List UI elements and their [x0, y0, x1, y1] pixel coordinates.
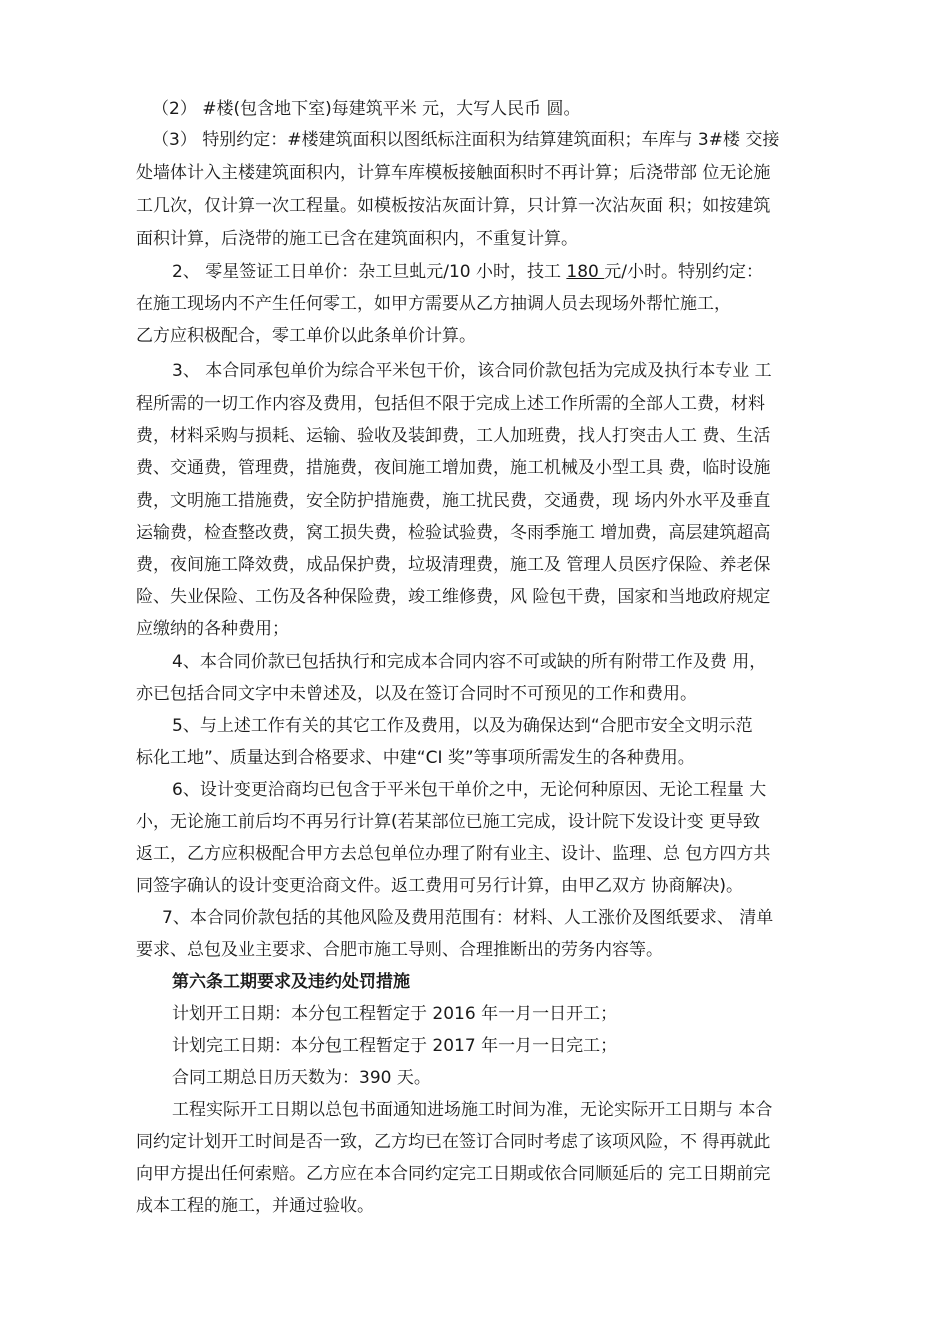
clause-6-line: 同签字确认的设计变更洽商文件。返工费用可另行计算，由甲乙双方 协商解决)。 [136, 876, 744, 896]
clause-1-2-line: （2） #楼(包含地下室)每建筑平米 元，大写人民币 圆。 [152, 99, 581, 119]
clause-2-line: 乙方应积极配合，零工单价以此条单价计算。 [136, 326, 476, 346]
clause-2-line: 在施工现场内不产生任何零工，如甲方需要从乙方抽调人员去现场外帮忙施工， [136, 294, 731, 314]
planned-end-date: 计划完工日期：本分包工程暂定于 2017 年一月一日完工； [172, 1036, 618, 1056]
clause-3-line: 应缴纳的各种费用； [136, 619, 289, 639]
planned-start-date: 计划开工日期：本分包工程暂定于 2016 年一月一日开工； [172, 1004, 618, 1024]
clause-3-line: 费、交通费，管理费，措施费，夜间施工增加费，施工机械及小型工具 费，临时设施 [136, 458, 771, 478]
clause-4-line: 4、本合同价款已包括执行和完成本合同内容不可或缺的所有附带工作及费 用， [172, 652, 767, 672]
final-paragraph-line: 向甲方提出任何索赔。乙方应在本合同约定完工日期或依合同顺延后的 完工日期前完 [136, 1164, 771, 1184]
clause-3-line: 费，文明施工措施费，安全防护措施费，施工扰民费，交通费，现 场内外水平及垂直 [136, 491, 771, 511]
clause-2-prefix: 2、 零星签证工日单价：杂工旦虬元/10 小时，技工 [172, 262, 567, 282]
clause-3-line: 费，材料采购与损耗、运输、验收及装卸费，工人加班费，找人打突击人工 费、生活 [136, 426, 771, 446]
clause-7-line: 7、本合同价款包括的其他风险及费用范围有：材料、人工涨价及图纸要求、 清单 [162, 908, 774, 928]
clause-5-line: 5、与上述工作有关的其它工作及费用，以及为确保达到“合肥市安全文明示范 [172, 716, 753, 736]
clause-3-line: 运输费，检查整改费，窝工损失费，检验试验费，冬雨季施工 增加费，高层建筑超高 [136, 523, 771, 543]
clause-5-line: 标化工地”、质量达到合格要求、中建“CI 奖”等事项所需发生的各种费用。 [136, 748, 695, 768]
clause-1-3-line: 面积计算，后浇带的施工已含在建筑面积内，不重复计算。 [136, 229, 578, 249]
total-duration: 合同工期总日历天数为：390 天。 [172, 1068, 431, 1088]
clause-3-line: 3、 本合同承包单价为综合平米包干价，该合同价款包括为完成及执行本专业 工 [172, 361, 772, 381]
clause-4-line: 亦已包括合同文字中未曾述及，以及在签订合同时不可预见的工作和费用。 [136, 684, 697, 704]
clause-2-line [172, 260, 763, 284]
section-heading: 第六条工期要求及违约处罚措施 [172, 972, 410, 992]
clause-2-suffix: 元/小时。特别约定： [604, 262, 763, 282]
clause-1-3-line: 工几次，仅计算一次工程量。如模板按沾灰面计算，只计算一次沾灰面 积；如按建筑 [136, 196, 771, 216]
final-paragraph-line: 同约定计划开工时间是否一致，乙方均已在签订合同时考虑了该项风险，不 得再就此 [136, 1132, 771, 1152]
technician-rate: 180 [566, 262, 605, 282]
clause-3-line: 险、失业保险、工伤及各种保险费，竣工维修费，风 险包干费，国家和当地政府规定 [136, 587, 771, 607]
final-paragraph-line: 成本工程的施工，并通过验收。 [136, 1196, 374, 1216]
clause-3-line: 费，夜间施工降效费，成品保护费，垃圾清理费，施工及 管理人员医疗保险、养老保 [136, 555, 771, 575]
clause-3-line: 程所需的一切工作内容及费用，包括但不限于完成上述工作所需的全部人工费，材料 [136, 394, 765, 414]
final-paragraph-line: 工程实际开工日期以总包书面通知进场施工时间为准，无论实际开工日期与 本合 [172, 1100, 773, 1120]
clause-6-line: 6、设计变更洽商均已包含于平米包干单价之中，无论何种原因、无论工程量 大 [172, 780, 767, 800]
clause-6-line: 小，无论施工前后均不再另行计算(若某部位已施工完成，设计院下发设计变 更导致 [136, 812, 761, 832]
clause-7-line: 要求、总包及业主要求、合肥市施工导则、合理推断出的劳务内容等。 [136, 940, 663, 960]
clause-6-line: 返工，乙方应积极配合甲方去总包单位办理了附有业主、设计、监理、总 包方四方共 [136, 844, 771, 864]
clause-1-3-line: 处墙体计入主楼建筑面积内，计算车库模板接触面积时不再计算；后浇带部 位无论施 [136, 163, 771, 183]
clause-1-3-line: （3） 特别约定：#楼建筑面积以图纸标注面积为结算建筑面积；车库与 3#楼 交接 [152, 130, 780, 150]
